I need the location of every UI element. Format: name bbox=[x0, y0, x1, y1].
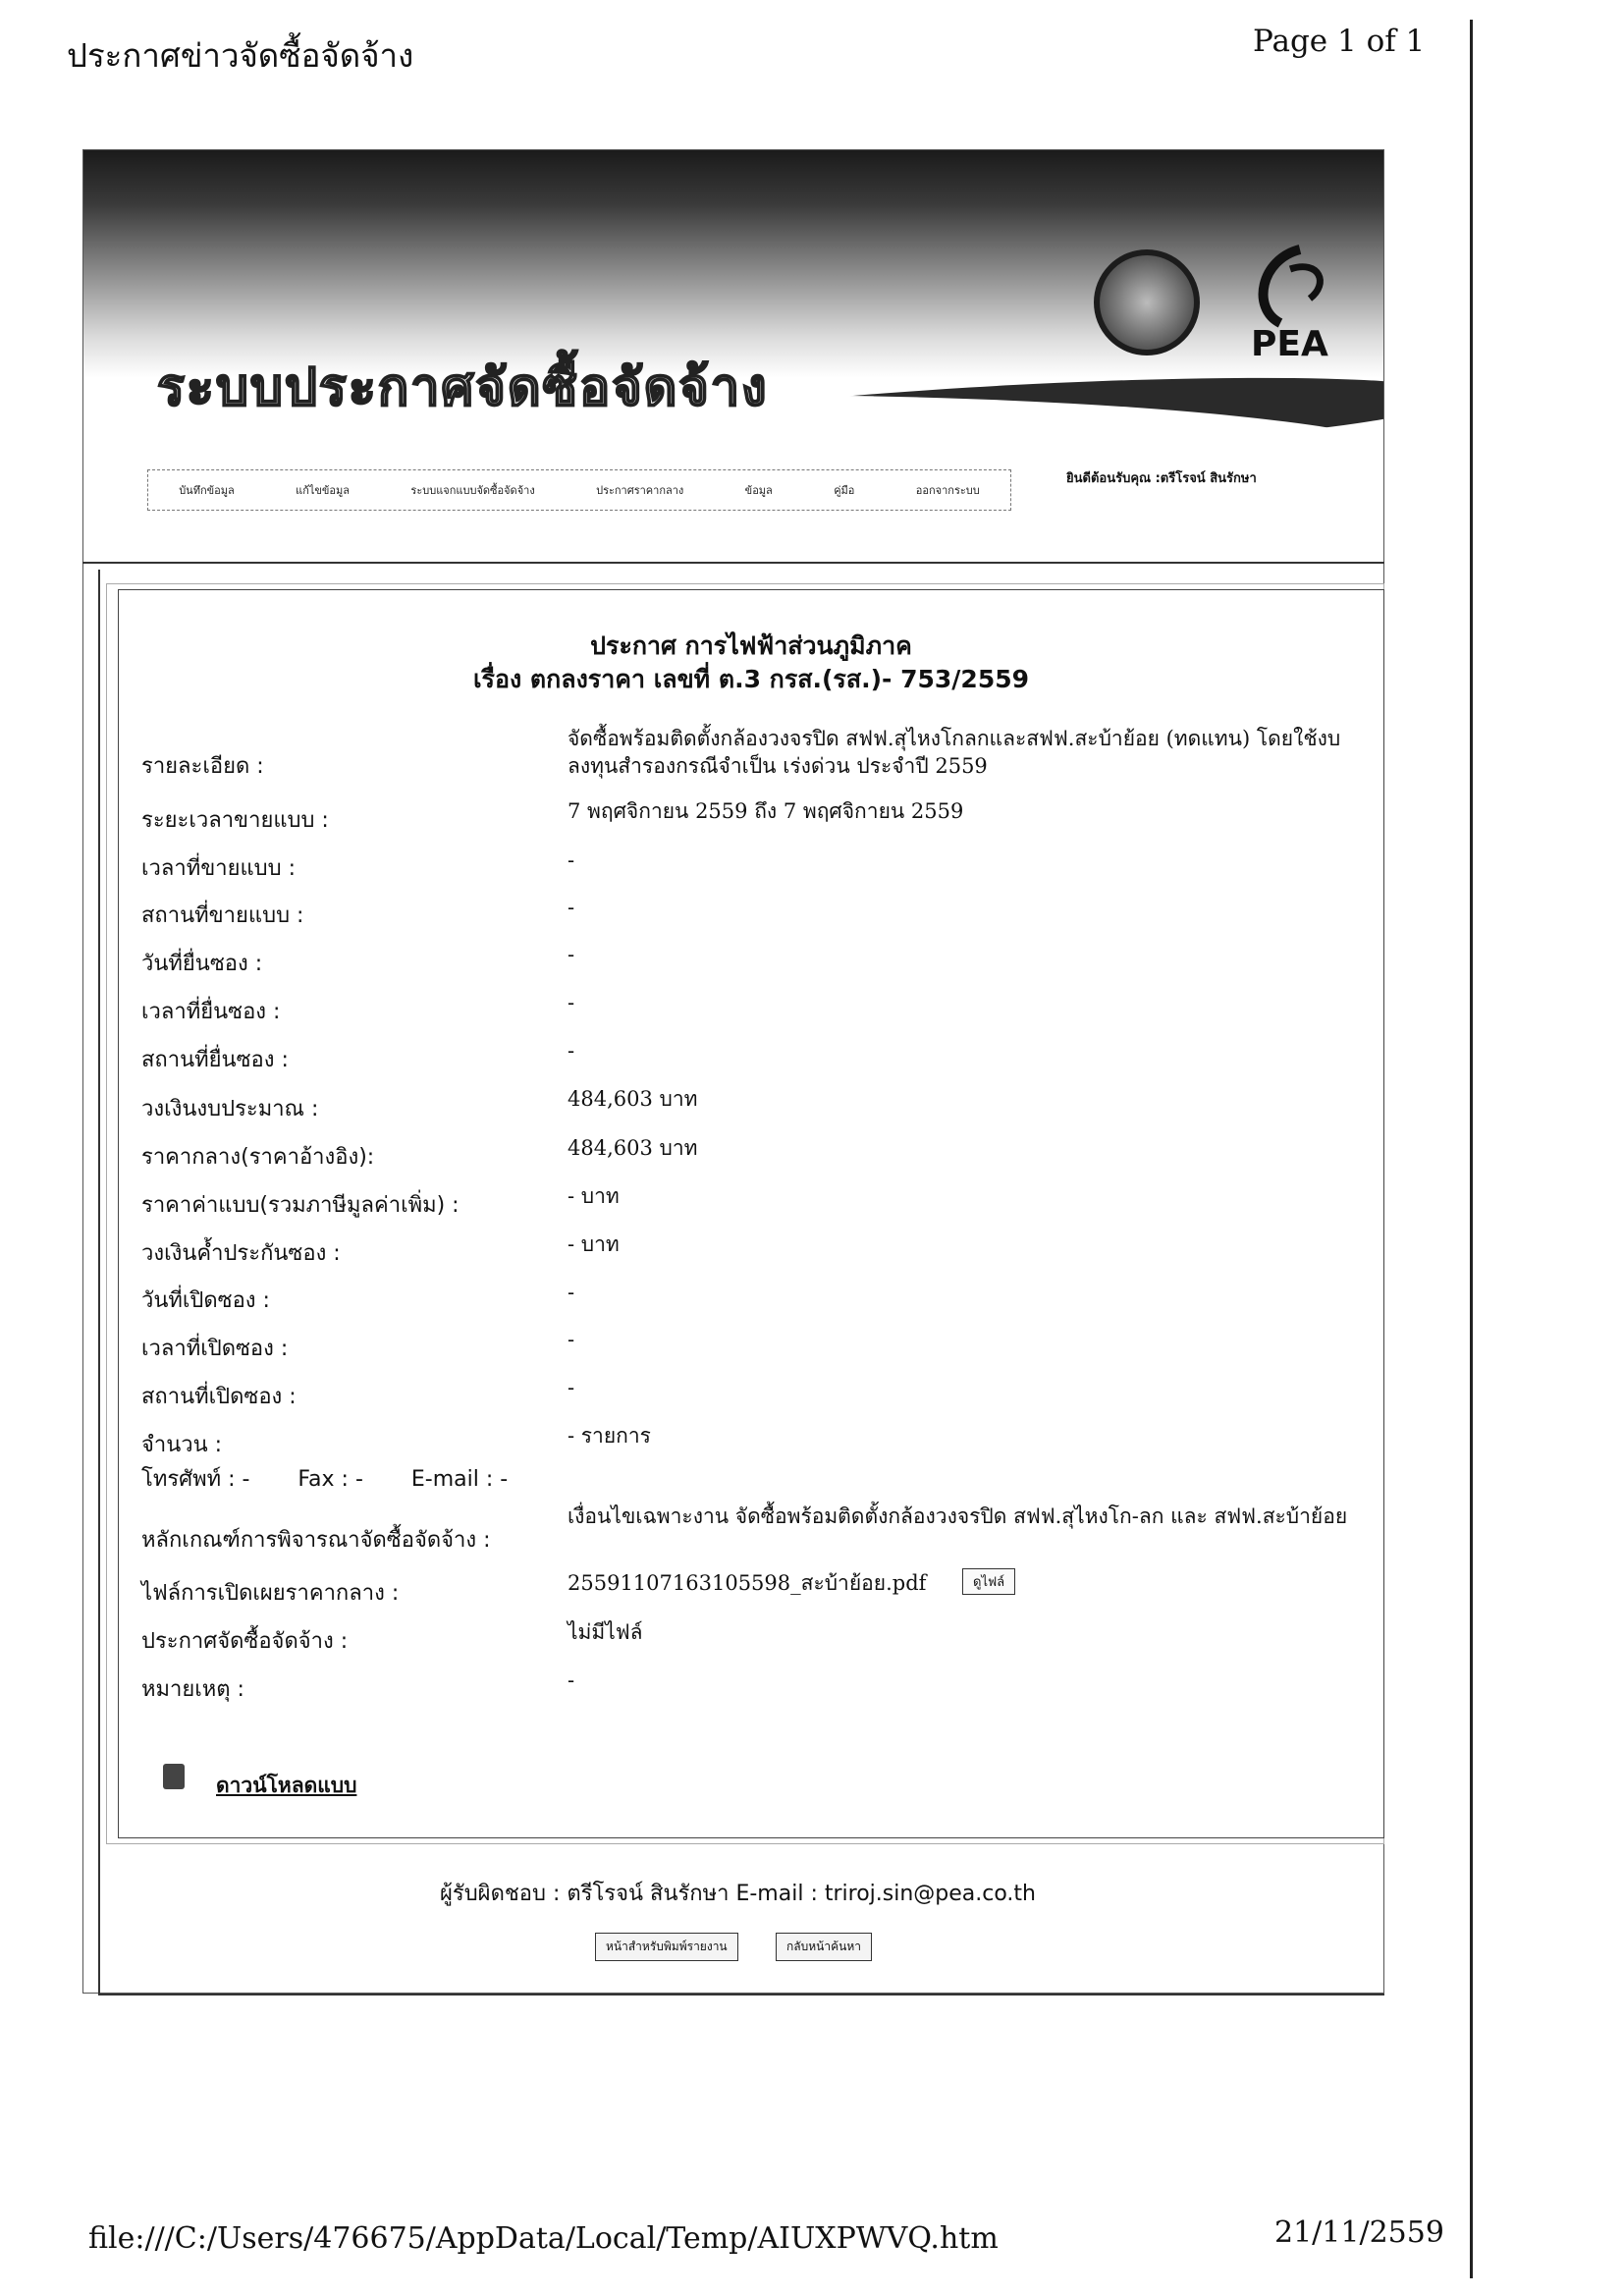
field-label-open-date: วันที่เปิดซอง : bbox=[141, 1288, 270, 1313]
nav-item-data[interactable]: ข้อมูล bbox=[744, 484, 773, 497]
field-label-submit-date: วันที่ยื่นซอง : bbox=[141, 952, 263, 976]
banner-title: ระบบประกาศจัดซื้อจัดจ้าง bbox=[157, 358, 769, 417]
field-value-open-place: - bbox=[568, 1376, 575, 1399]
field-value-quantity: - รายการ bbox=[568, 1424, 651, 1448]
field-label-median-file: ไฟล์การเปิดเผยราคากลาง : bbox=[141, 1581, 400, 1606]
nav-item-manual[interactable]: คู่มือ bbox=[834, 484, 855, 497]
pea-logo-text: PEA bbox=[1251, 324, 1328, 364]
nav-item-record[interactable]: บันทึกข้อมูล bbox=[179, 484, 235, 497]
field-value-submit-place: - bbox=[568, 1039, 575, 1063]
field-value-bid-bond: - บาท bbox=[568, 1232, 620, 1256]
print-report-button[interactable]: หน้าสำหรับพิมพ์รายงาน bbox=[595, 1933, 738, 1961]
field-value-details: จัดซื้อพร้อมติดตั้งกล้องวงจรปิด สฟฟ.สุไหงโกลกและสฟฟ.สะบ้าย้อย (ทดแทน) โดยใช้งบลงทุนสำรองกรณีจำเป็น เร่งด่วน ประจำปี 2559 bbox=[568, 727, 1341, 778]
phone-label: โทรศัพท์ : bbox=[141, 1467, 236, 1492]
print-header-title: ประกาศข่าวจัดซื้อจัดจ้าง bbox=[67, 36, 414, 75]
download-link[interactable]: ดาวน์โหลดแบบ bbox=[216, 1774, 357, 1797]
responsible-person: ผู้รับผิดชอบ : ตรีโรจน์ สินรักษา E-mail : triroj.sin@pea.co.th bbox=[440, 1882, 1036, 1906]
nav-item-distribute[interactable]: ระบบแจกแบบจัดซื้อจัดจ้าง bbox=[410, 484, 535, 497]
field-value-open-time: - bbox=[568, 1328, 575, 1351]
field-label-open-place: สถานที่เปิดซอง : bbox=[141, 1385, 297, 1409]
field-label-criteria: หลักเกณฑ์การพิจารณาจัดซื้อจัดจ้าง : bbox=[141, 1528, 491, 1553]
field-label-quantity: จำนวน : bbox=[141, 1433, 223, 1457]
phone-value: - bbox=[242, 1467, 250, 1492]
field-value-median-price: 484,603 บาท bbox=[568, 1136, 698, 1160]
field-label-median-price: ราคากลาง(ราคาอ้างอิง): bbox=[141, 1145, 375, 1170]
main-nav bbox=[147, 469, 1011, 511]
email-value: - bbox=[500, 1467, 509, 1492]
field-label-sale-place: สถานที่ขายแบบ : bbox=[141, 903, 304, 928]
field-value-remark: - bbox=[568, 1668, 575, 1692]
fax-value: - bbox=[354, 1467, 363, 1492]
field-label-details: รายละเอียด : bbox=[141, 754, 264, 779]
nav-item-edit[interactable]: แก้ไขข้อมูล bbox=[296, 484, 351, 497]
field-value-criteria: เงื่อนไขเฉพาะงาน จัดซื้อพร้อมติดตั้งกล้องวงจรปิด สฟฟ.สุไหงโก-ลก และ สฟฟ.สะบ้าย้อย bbox=[568, 1504, 1348, 1528]
print-footer-date: 21/11/2559 bbox=[1274, 2215, 1444, 2250]
back-to-search-button[interactable]: กลับหน้าค้นหา bbox=[776, 1933, 872, 1961]
field-value-median-file: 25591107163105598_สะบ้าย้อย.pdf bbox=[568, 1571, 927, 1595]
fax-label: Fax : bbox=[298, 1467, 349, 1492]
field-label-remark: หมายเหตุ : bbox=[141, 1677, 244, 1702]
field-label-budget: วงเงินงบประมาณ : bbox=[141, 1097, 319, 1121]
download-icon[interactable] bbox=[163, 1764, 185, 1789]
page-number: Page 1 of 1 bbox=[1253, 24, 1426, 59]
field-value-sale-period: 7 พฤศจิกายน 2559 ถึง 7 พฤศจิกายน 2559 bbox=[568, 799, 964, 823]
contact-row bbox=[141, 1461, 508, 1496]
field-label-doc-fee: ราคาค่าแบบ(รวมภาษีมูลค่าเพิ่ม) : bbox=[141, 1193, 460, 1218]
welcome-text: ยินดีต้อนรับคุณ :ตรีโรจน์ สินรักษา bbox=[1066, 471, 1257, 486]
nav-item-logout[interactable]: ออกจากระบบ bbox=[915, 484, 980, 497]
field-label-procurement-notice: ประกาศจัดซื้อจัดจ้าง : bbox=[141, 1629, 349, 1654]
announcement-title: ประกาศ การไฟฟ้าส่วนภูมิภาค bbox=[590, 631, 912, 660]
field-value-submit-date: - bbox=[568, 943, 575, 966]
nav-item-median-price[interactable]: ประกาศราคากลาง bbox=[596, 484, 684, 497]
field-value-doc-fee: - บาท bbox=[568, 1184, 620, 1208]
field-value-open-date: - bbox=[568, 1281, 575, 1304]
page-edge-rule bbox=[1470, 20, 1473, 2278]
view-file-button[interactable]: ดูไฟล์ bbox=[962, 1568, 1015, 1595]
content-left-rule bbox=[98, 570, 100, 1994]
email-label: E-mail : bbox=[410, 1467, 494, 1492]
field-label-sale-time: เวลาที่ขายแบบ : bbox=[141, 856, 297, 881]
field-value-budget: 484,603 บาท bbox=[568, 1087, 698, 1111]
field-value-sale-time: - bbox=[568, 848, 575, 872]
field-value-sale-place: - bbox=[568, 896, 575, 919]
print-footer-path: file:///C:/Users/476675/AppData/Local/Temp/AIUXPWVQ.htm bbox=[88, 2221, 999, 2256]
content-bottom-rule bbox=[98, 1994, 1384, 1995]
nav-divider bbox=[82, 562, 1384, 564]
field-label-bid-bond: วงเงินค้ำประกันซอง : bbox=[141, 1241, 341, 1266]
field-label-open-time: เวลาที่เปิดซอง : bbox=[141, 1337, 289, 1361]
field-label-sale-period: ระยะเวลาขายแบบ : bbox=[141, 808, 329, 833]
announcement-subject: เรื่อง ตกลงราคา เลขที่ ต.3 กรส.(รส.)- 753/2559 bbox=[472, 665, 1030, 693]
field-value-submit-time: - bbox=[568, 991, 575, 1014]
field-label-submit-time: เวลาที่ยื่นซอง : bbox=[141, 1000, 281, 1024]
field-value-procurement-notice: ไม่มีไฟล์ bbox=[568, 1620, 643, 1644]
field-label-submit-place: สถานที่ยื่นซอง : bbox=[141, 1048, 289, 1072]
